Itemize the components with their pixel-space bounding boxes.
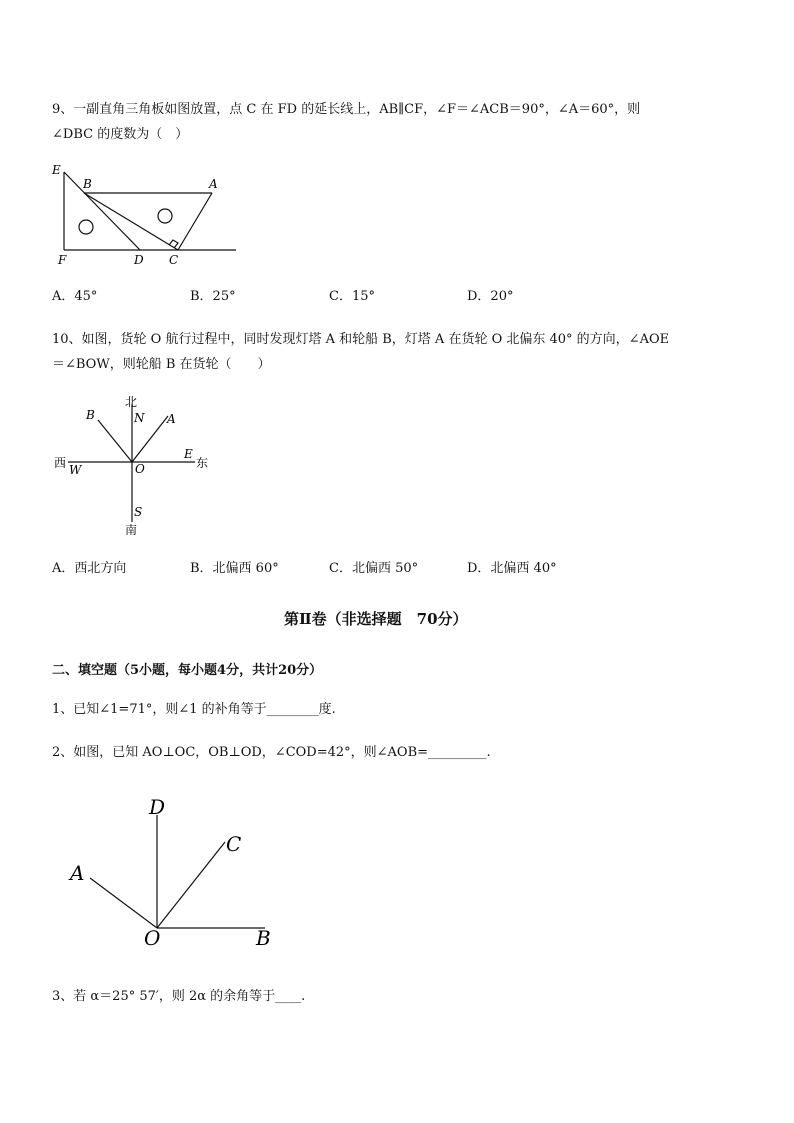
q9-label-A: A — [209, 177, 218, 191]
part2-title: 第Ⅱ卷（非选择题 70分） — [284, 610, 468, 628]
q9-option-c: C．15° — [329, 289, 375, 304]
q10-label-O: O — [135, 462, 145, 476]
q10-label-N: N — [134, 411, 145, 425]
fill2-ray-OA — [90, 878, 157, 928]
q9-edge-AC — [178, 193, 212, 250]
q10-label-E: E — [184, 447, 193, 461]
fill2-label-O: O — [144, 926, 161, 950]
q9-option-a: A．45° — [52, 289, 98, 304]
q10-label-W: W — [69, 463, 82, 477]
q9-option-b: B．25° — [190, 289, 236, 304]
q10-option-d: D．北偏西 40° — [467, 561, 557, 576]
q9-label-B: B — [83, 177, 92, 191]
fill2-figure — [60, 790, 290, 960]
fill3-text: 3、若 α＝25° 57′，则 2α 的余角等于____. — [52, 989, 306, 1004]
q10-label-south: 南 — [125, 523, 138, 537]
q9-circle-left — [79, 220, 93, 234]
fill2-label-C: C — [226, 832, 242, 856]
q10-text-line2: ＝∠BOW，则轮船 B 在货轮（ ） — [52, 357, 271, 372]
q9-label-E: E — [52, 163, 61, 177]
fill2-ray-OC — [157, 842, 225, 928]
fill2-text: 2、如图，已知 AO⊥OC，OB⊥OD，∠COD=42°，则∠AOB=_________. — [52, 745, 491, 760]
q10-label-A: A — [167, 412, 176, 426]
fill1-text: 1、已知∠1=71°，则∠1 的补角等于________度. — [52, 702, 336, 717]
q10-text-line1: 10、如图，货轮 O 航行过程中，同时发现灯塔 A 和轮船 B，灯塔 A 在货轮 O 北偏东 40° 的方向，∠AOE — [52, 332, 670, 347]
q9-label-C: C — [169, 253, 179, 267]
q10-label-B: B — [86, 408, 95, 422]
q10-compass-figure — [50, 392, 220, 542]
q9-option-d: D．20° — [467, 289, 514, 304]
q10-option-a: A．西北方向 — [52, 561, 127, 576]
q10-label-west: 西 — [54, 456, 67, 470]
fill2-label-B: B — [256, 926, 271, 950]
q10-label-east: 东 — [196, 456, 209, 470]
q10-label-north: 北 — [125, 395, 138, 409]
q9-text-line1: 9、一副直角三角板如图放置，点 C 在 FD 的延长线上，AB∥CF，∠F＝∠ACB＝90°，∠A＝60°，则 — [52, 102, 641, 117]
q9-text-line2: ∠DBC 的度数为（ ） — [52, 127, 189, 142]
q9-circle-right — [158, 209, 172, 223]
q9-label-D: D — [134, 253, 144, 267]
q10-option-c: C．北偏西 50° — [329, 561, 419, 576]
q10-ray-OB — [98, 420, 132, 462]
q9-edge-ED — [64, 172, 140, 250]
q9-label-F: F — [58, 253, 67, 267]
fill2-label-D: D — [149, 795, 166, 819]
section2-title: 二、填空题（5小题，每小题4分，共计20分） — [52, 663, 323, 678]
q10-option-b: B．北偏西 60° — [190, 561, 279, 576]
q10-label-S: S — [134, 505, 143, 519]
fill2-label-A: A — [70, 861, 85, 885]
q9-figure — [50, 160, 250, 270]
